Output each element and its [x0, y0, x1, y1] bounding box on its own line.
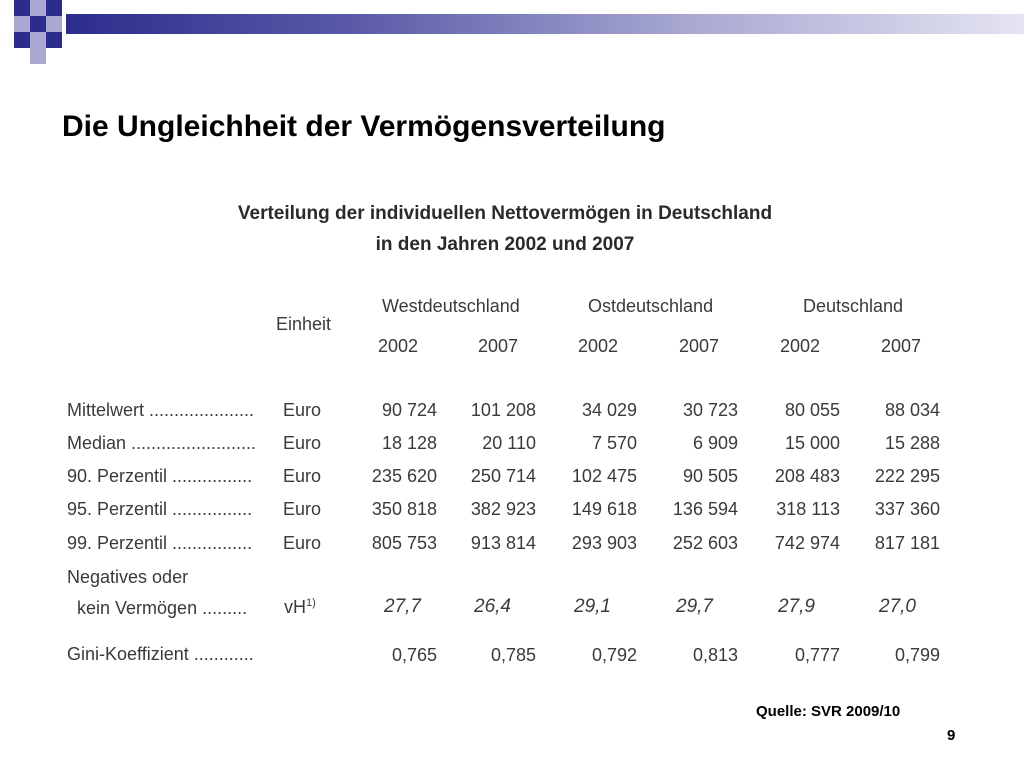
value-cell: 15 000 — [784, 433, 840, 453]
year-header: 2002 — [378, 336, 419, 356]
value-cell: 15 288 — [884, 433, 940, 453]
value-cell: 20 110 — [482, 433, 536, 453]
value-cell: 80 055 — [784, 400, 840, 420]
unit-header: Einheit — [276, 314, 332, 334]
value-cell: 34 029 — [581, 400, 637, 420]
year-header: 2007 — [881, 336, 922, 356]
deco-square — [30, 32, 46, 48]
unit-text: vH — [284, 597, 306, 617]
value-cell: 0,785 — [490, 645, 536, 665]
value-cell: 90 505 — [682, 466, 738, 486]
value-cell: 27,7 — [384, 596, 421, 617]
unit-cell — [284, 597, 316, 618]
value-cell: 7 570 — [591, 433, 637, 453]
value-cell: 102 475 — [571, 466, 637, 486]
value-cell: 382 923 — [470, 499, 536, 519]
deco-square — [30, 48, 46, 64]
deco-square — [46, 0, 62, 16]
row-label: 90. Perzentil ................ — [67, 466, 253, 486]
table-title-line2: in den Jahren 2002 und 2007 — [375, 234, 635, 255]
row-label: 99. Perzentil ................ — [67, 533, 253, 553]
header-decoration — [0, 0, 1024, 70]
value-cell: 149 618 — [571, 499, 637, 519]
value-cell: 252 603 — [672, 533, 738, 553]
year-header: 2007 — [478, 336, 519, 356]
value-cell: 18 128 — [381, 433, 437, 453]
header-band — [66, 14, 1024, 34]
value-cell: 0,792 — [591, 645, 637, 665]
row-label: Gini-Koeffizient ............ — [67, 644, 254, 664]
value-cell: 0,777 — [794, 645, 840, 665]
value-cell: 29,1 — [574, 596, 611, 617]
footnote-marker: 1) — [306, 597, 316, 609]
unit-cell: Euro — [283, 466, 322, 486]
deco-square — [46, 16, 62, 32]
unit-cell: Euro — [283, 400, 322, 420]
value-cell: 101 208 — [470, 400, 536, 420]
value-cell: 0,765 — [391, 645, 437, 665]
value-cell: 0,799 — [894, 645, 940, 665]
region-header: Ostdeutschland — [588, 296, 714, 316]
slide-title: Die Ungleichheit der Vermögensverteilung — [62, 110, 666, 143]
region-header: Westdeutschland — [382, 296, 520, 316]
value-cell: 136 594 — [672, 499, 738, 519]
value-cell: 350 818 — [371, 499, 437, 519]
row-label: kein Vermögen ......... — [77, 598, 248, 618]
year-header: 2002 — [578, 336, 619, 356]
unit-cell: Euro — [283, 433, 322, 453]
deco-square — [30, 0, 46, 16]
year-header: 2007 — [679, 336, 720, 356]
deco-square — [14, 0, 30, 16]
value-cell: 90 724 — [381, 400, 437, 420]
row-label: 95. Perzentil ................ — [67, 499, 253, 519]
unit-cell: Euro — [283, 533, 322, 553]
value-cell: 250 714 — [470, 466, 536, 486]
source-note: Quelle: SVR 2009/10 — [756, 703, 901, 720]
value-cell: 6 909 — [692, 433, 738, 453]
table-title — [230, 198, 780, 260]
year-header: 2002 — [780, 336, 821, 356]
value-cell: 235 620 — [371, 466, 437, 486]
value-cell: 805 753 — [371, 533, 437, 553]
table-title-line1: Verteilung der individuellen Nettovermögen in Deutschland — [237, 203, 773, 224]
row-label: Median ......................... — [67, 433, 257, 453]
deco-square — [30, 16, 46, 32]
value-cell: 27,0 — [879, 596, 916, 617]
value-cell: 913 814 — [470, 533, 536, 553]
value-cell: 208 483 — [774, 466, 840, 486]
value-cell: 88 034 — [884, 400, 940, 420]
deco-square — [46, 32, 62, 48]
value-cell: 222 295 — [874, 466, 940, 486]
value-cell: 318 113 — [776, 499, 840, 519]
value-cell: 742 974 — [774, 533, 840, 553]
value-cell: 337 360 — [874, 499, 940, 519]
value-cell: 29,7 — [676, 596, 713, 617]
value-cell: 26,4 — [474, 596, 511, 617]
row-label: Mittelwert ..................... — [67, 400, 255, 420]
value-cell: 30 723 — [682, 400, 738, 420]
value-cell: 817 181 — [874, 533, 940, 553]
value-cell: 27,9 — [778, 596, 815, 617]
row-label: Negatives oder — [67, 567, 189, 587]
unit-cell: Euro — [283, 499, 322, 519]
value-cell: 0,813 — [692, 645, 738, 665]
deco-square — [14, 32, 30, 48]
value-cell: 293 903 — [571, 533, 637, 553]
page-number: 9 — [947, 727, 956, 744]
deco-square — [14, 16, 30, 32]
region-header: Deutschland — [803, 296, 904, 316]
